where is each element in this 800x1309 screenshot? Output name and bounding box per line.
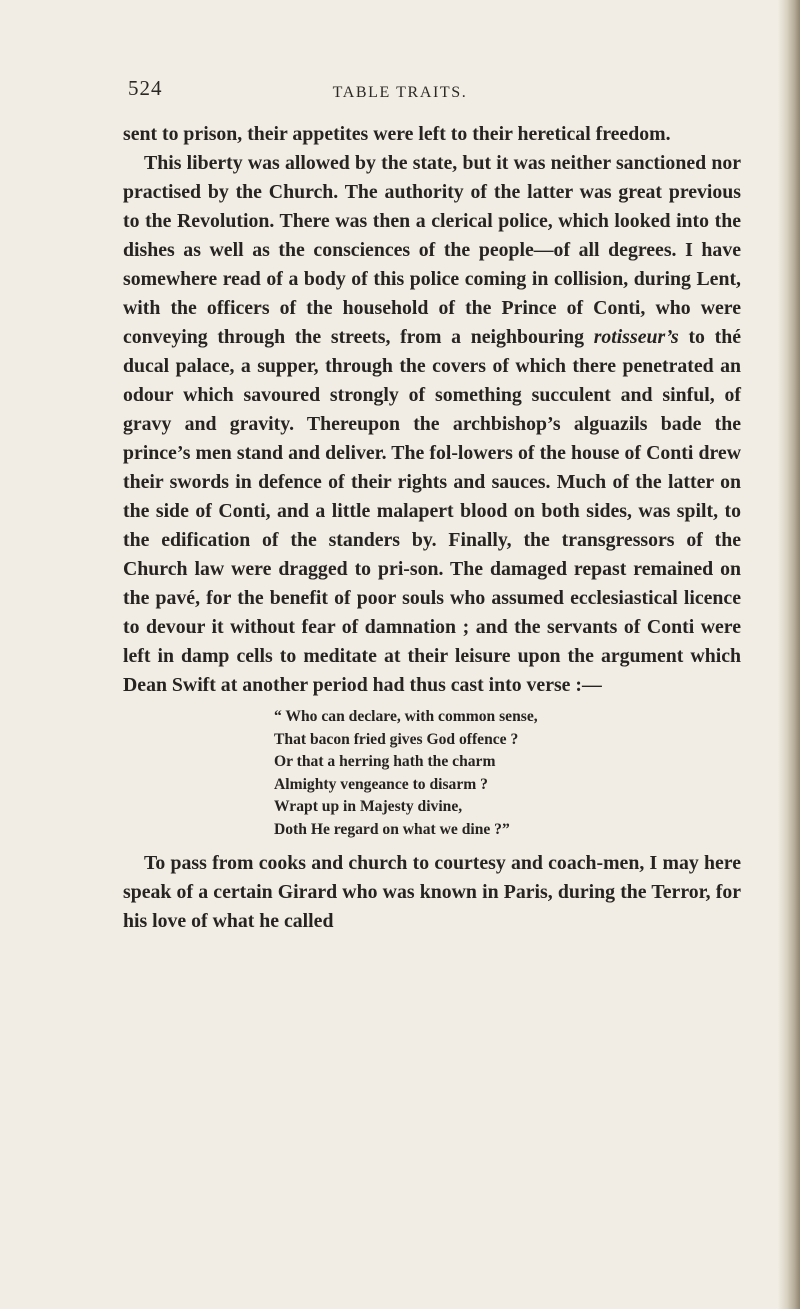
verse-line: Doth He regard on what we dine ?” — [274, 820, 510, 838]
paragraph-text: to thé ducal palace, a supper, through the covers of which there penetrated an odour which savoured strongly of something succulent and sinful, of gravy and gravity. Thereupon the archbishop’s alguazils bade the prince’s men stand and deliver. The fol-lowers of the house of Conti drew their swords in defence of their rights and sauces. Much of the latter on the side of Conti, and a little malapert blood on both sides, was spilt, to the edification of the standers by. Finally, the transgressors of the Church law were dragged to pri-son. The damaged repast remained on the pavé, for the benefit of poor souls who assumed ecclesiastical licence to devour it without fear of damnation ; and the servants of Conti were left in damp cells to meditate at their leisure upon the argument which Dean Swift at another period had thus cast into verse :— — [123, 326, 741, 696]
page-number: 524 — [128, 76, 163, 100]
page-header — [0, 76, 800, 106]
verse-line: That bacon fried gives God offence ? — [274, 730, 519, 748]
verse-line: “ Who can declare, with common sense, — [274, 708, 538, 725]
paragraph-continued: sent to prison, their appetites were left to their heretical freedom. — [123, 123, 671, 145]
verse-quotation — [274, 706, 741, 841]
verse-line: Or that a herring hath the charm — [274, 753, 496, 770]
verse-line: Wrapt up in Majesty divine, — [274, 798, 463, 815]
italic-term: rotisseur’s — [593, 326, 679, 348]
paragraph-girard: To pass from cooks and church to courtesy and coach-men, I may here speak of a certain Girard who was known in Paris, during the Terror, for his love of what he called — [123, 852, 741, 932]
page-gutter-shadow — [778, 0, 800, 1309]
paragraph-clerical-police — [123, 149, 741, 700]
verse-line: Almighty vengeance to disarm ? — [274, 775, 488, 793]
running-head: TABLE TRAITS. — [332, 84, 468, 101]
body-text — [123, 120, 741, 936]
paragraph-text: This liberty was allowed by the state, but it was neither sanctioned nor practised by the Church. The authority of the latter was great previous to the Revolution. There was then a clerical police, which looked into the dishes as well as the consciences of the people—of all degrees. I have somewhere read of a body of this police coming in collision, during Lent, with the officers of the household of the Prince of Conti, who were conveying through the streets, from a neighbouring — [123, 152, 741, 348]
